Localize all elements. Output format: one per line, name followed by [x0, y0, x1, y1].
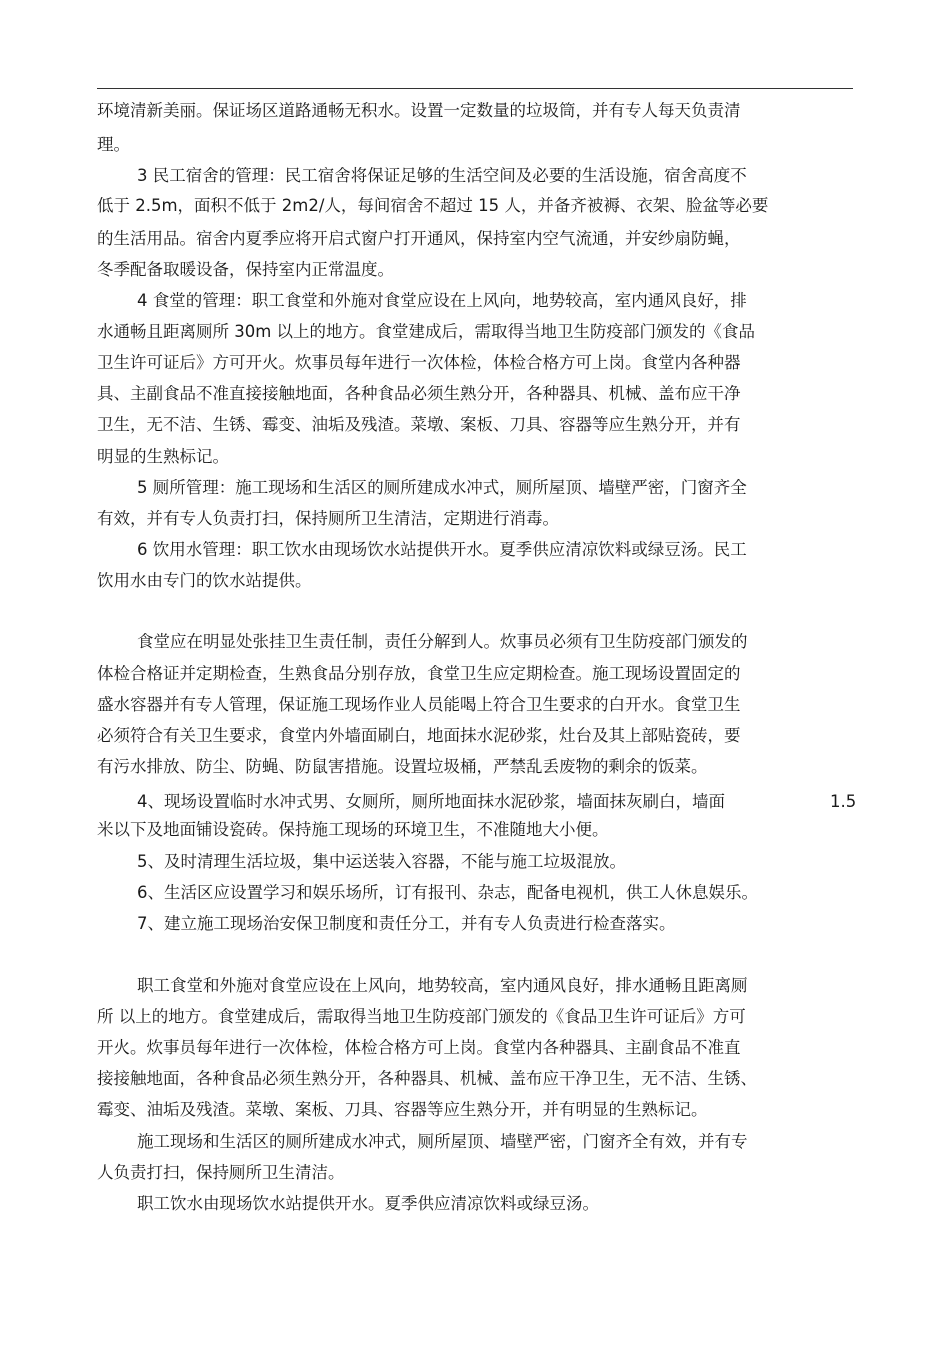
text-line: 人负责打扫，保持厕所卫生清洁。 — [97, 1163, 345, 1182]
text-line: 米以下及地面铺设瓷砖。保持施工现场的环境卫生，不准随地大小便。 — [97, 820, 609, 839]
text-line: 低于 2.5m，面积不低于 2m2/人，每间宿舍不超过 15 人，并备齐被褥、衣架、脸盆等必要 — [97, 196, 769, 215]
text-line: 4、现场设置临时水冲式男、女厕所，厕所地面抹水泥砂浆，墙面抹灰刷白，墙面 — [137, 792, 725, 811]
text-line: 接接触地面，各种食品必须生熟分开，各种器具、机械、盖布应干净卫生，无不洁、生锈、 — [97, 1069, 757, 1088]
text-line: 有效，并有专人负责打扫，保持厕所卫生清洁，定期进行消毒。 — [97, 509, 559, 528]
text-line: 体检合格证并定期检查，生熟食品分别存放，食堂卫生应定期检查。施工现场设置固定的 — [97, 664, 741, 683]
text-line: 冬季配备取暖设备，保持室内正常温度。 — [97, 260, 394, 279]
text-line: 理。 — [97, 135, 130, 154]
text-line: 霉变、油垢及残渣。菜墩、案板、刀具、容器等应生熟分开，并有明显的生熟标记。 — [97, 1100, 708, 1119]
text-line: 卫生，无不洁、生锈、霉变、油垢及残渣。菜墩、案板、刀具、容器等应生熟分开，并有 — [97, 415, 741, 434]
text-line: 所 以上的地方。食堂建成后，需取得当地卫生防疫部门颁发的《食品卫生许可证后》方可 — [97, 1007, 746, 1026]
text-line: 饮用水由专门的饮水站提供。 — [97, 571, 312, 590]
text-line: 开火。炊事员每年进行一次体检，体检合格方可上岗。食堂内各种器具、主副食品不准直 — [97, 1038, 741, 1057]
text-line: 职工饮水由现场饮水站提供开水。夏季供应清凉饮料或绿豆汤。 — [137, 1194, 599, 1213]
text-line: 必须符合有关卫生要求，食堂内外墙面刷白，地面抹水泥砂浆，灶台及其上部贴瓷砖，要 — [97, 726, 741, 745]
text-line: 卫生许可证后》方可开火。炊事员每年进行一次体检，体检合格方可上岗。食堂内各种器 — [97, 353, 741, 372]
text-line: 4 食堂的管理：职工食堂和外施对食堂应设在上风向，地势较高，室内通风良好，排 — [137, 291, 747, 310]
text-line: 6 饮用水管理：职工饮水由现场饮水站提供开水。夏季供应清凉饮料或绿豆汤。民工 — [137, 540, 747, 559]
text-line: 环境清新美丽。保证场区道路通畅无积水。设置一定数量的垃圾筒，并有专人每天负责清 — [97, 101, 741, 120]
text-line: 3 民工宿舍的管理：民工宿舍将保证足够的生活空间及必要的生活设施，宿舍高度不 — [137, 166, 747, 185]
text-line: 明显的生熟标记。 — [97, 447, 229, 466]
text-line: 食堂应在明显处张挂卫生责任制，责任分解到人。炊事员必须有卫生防疫部门颁发的 — [137, 632, 748, 651]
text-line: 5 厕所管理：施工现场和生活区的厕所建成水冲式，厕所屋顶、墙壁严密，门窗齐全 — [137, 478, 747, 497]
text-line: 6、生活区应设置学习和娱乐场所，订有报刊、杂志，配备电视机，供工人休息娱乐。 — [137, 883, 758, 902]
header-rule — [97, 88, 853, 89]
text-line: 具、主副食品不准直接接触地面，各种食品必须生熟分开，各种器具、机械、盖布应干净 — [97, 384, 741, 403]
text-line: 有污水排放、防尘、防蝇、防鼠害措施。设置垃圾桶，严禁乱丢废物的剩余的饭菜。 — [97, 757, 708, 776]
text-line: 施工现场和生活区的厕所建成水冲式，厕所屋顶、墙壁严密，门窗齐全有效，并有专 — [137, 1132, 748, 1151]
text-line: 5、及时清理生活垃圾，集中运送装入容器，不能与施工垃圾混放。 — [137, 852, 626, 871]
text-line: 职工食堂和外施对食堂应设在上风向，地势较高，室内通风良好，排水通畅且距离厕 — [137, 976, 748, 995]
inline-number: 1.5 — [830, 792, 857, 811]
text-line: 水通畅且距离厕所 30m 以上的地方。食堂建成后，需取得当地卫生防疫部门颁发的《食品 — [97, 322, 756, 341]
text-line: 的生活用品。宿舍内夏季应将开启式窗户打开通风，保持室内空气流通，并安纱扇防蝇， — [97, 229, 741, 248]
text-line: 盛水容器并有专人管理，保证施工现场作业人员能喝上符合卫生要求的白开水。食堂卫生 — [97, 695, 741, 714]
text-line: 7、建立施工现场治安保卫制度和责任分工，并有专人负责进行检查落实。 — [137, 914, 676, 933]
